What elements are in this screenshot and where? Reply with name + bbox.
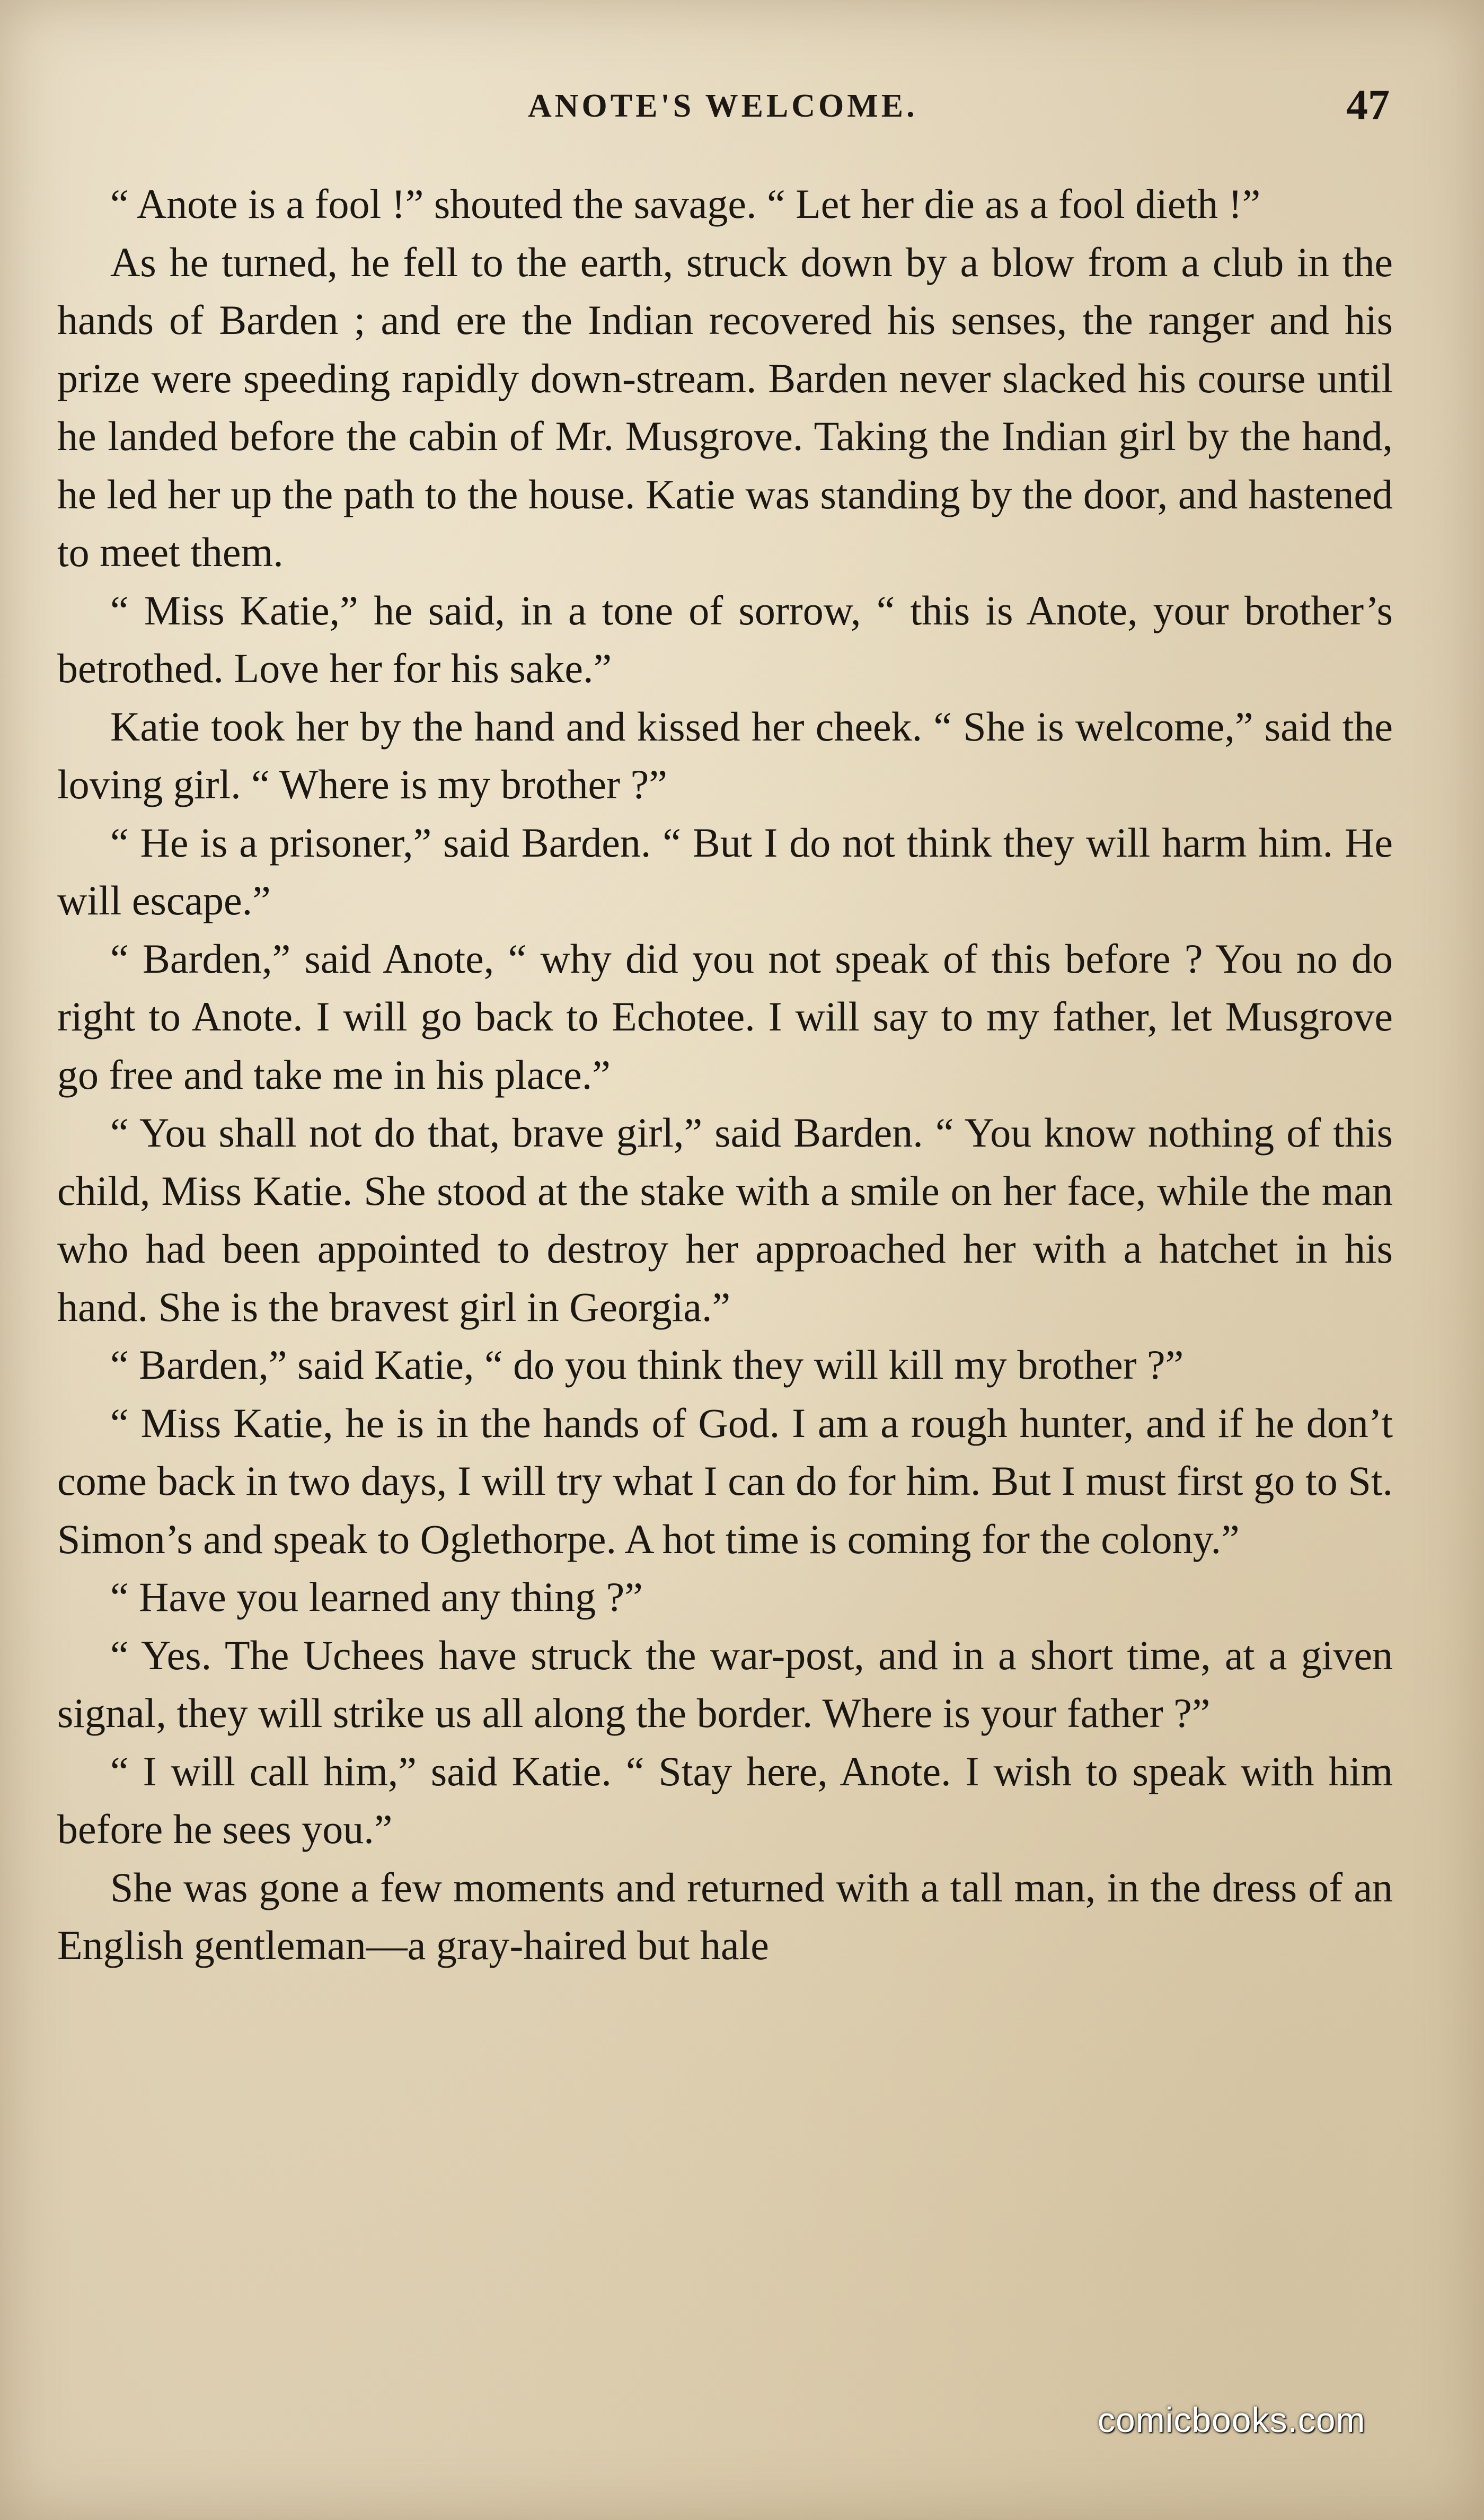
paragraph: “ Miss Katie, he is in the hands of God. I am a rough hunter, and if he don’t come back in two days, I will try what I can do for him. But I must first go to St. Simon’s and speak to Oglethorpe. A hot time is coming for the colony.” xyxy=(57,1399,1393,1562)
paragraph: “ You shall not do that, brave girl,” said Barden. “ You know nothing of this child, Miss Katie. She stood at the stake with a smile on her face, while the man who had been appointed to destroy her approached her with a hatchet in his hand. She is the bravest girl in Georgia.” xyxy=(57,1109,1393,1330)
paragraph: She was gone a few moments and returned with a tall man, in the dress of an English gentleman—a gray-haired but hale xyxy=(57,1864,1393,1968)
paragraph: “ Miss Katie,” he said, in a tone of sorrow, “ this is Anote, your brother’s betrothed. Love her for his sake.” xyxy=(57,587,1393,691)
running-head xyxy=(0,81,1484,140)
paragraph: “ Anote is a fool !” shouted the savage. “ Let her die as a fool dieth !” xyxy=(110,181,1261,227)
body-text xyxy=(57,175,1393,2454)
paragraph: As he turned, he fell to the earth, struck down by a blow from a club in the hands of Barden ; and ere the Indian recovered his senses, the ranger and his prize were speeding rapidly down-stream. Barden never slacked his course until he landed before the cabin of Mr. Musgrove. Taking the Indian girl by the hand, he led her up the path to the house. Katie was standing by the door, and hastened to meet them. xyxy=(57,239,1393,575)
page-number: 47 xyxy=(1346,81,1390,129)
paragraph: “ Barden,” said Anote, “ why did you not speak of this before ? You no do right to Anote. I will go back to Echotee. I will say to my father, let Musgrove go free and take me in his place.” xyxy=(57,935,1393,1098)
paragraph: “ Yes. The Uchees have struck the war-post, and in a short time, at a given signal, they will strike us all along the border. Where is your father ?” xyxy=(57,1632,1393,1736)
paragraph: “ I will call him,” said Katie. “ Stay here, Anote. I wish to speak with him before he sees you.” xyxy=(57,1748,1393,1852)
running-title: ANOTE'S WELCOME. xyxy=(528,88,918,124)
paragraph: Katie took her by the hand and kissed her cheek. “ She is welcome,” said the loving girl. “ Where is my brother ?” xyxy=(57,703,1393,807)
paragraph: “ He is a prisoner,” said Barden. “ But I do not think they will harm him. He will escape.” xyxy=(57,819,1393,923)
paragraph: “ Have you learned any thing ?” xyxy=(110,1574,643,1620)
watermark: comicbooks.com xyxy=(1098,2400,1366,2439)
paragraph: “ Barden,” said Katie, “ do you think they will kill my brother ?” xyxy=(110,1342,1184,1388)
